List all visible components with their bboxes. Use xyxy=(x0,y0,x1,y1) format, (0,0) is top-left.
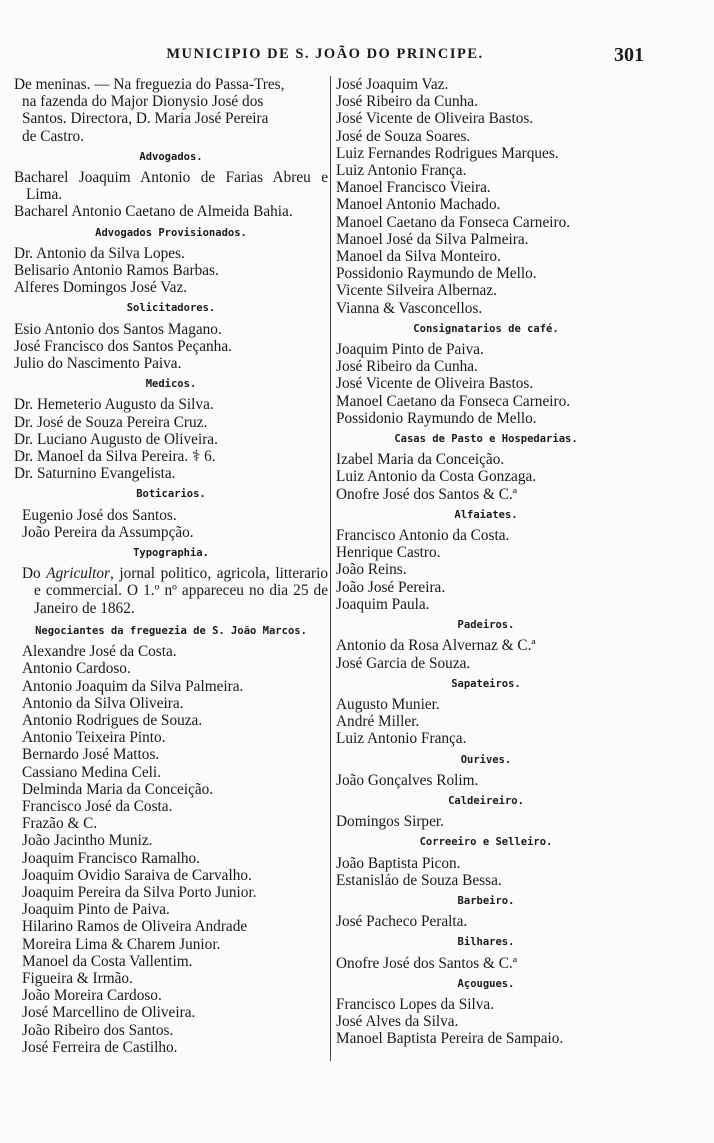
list-item: José Vicente de Oliveira Bastos. xyxy=(336,110,534,128)
list-item: Luiz Antonio França. xyxy=(336,730,467,748)
right-column xyxy=(336,76,636,1048)
list-item: Julio do Nascimento Paiva. xyxy=(14,355,182,373)
list-item: Esio Antonio dos Santos Magano. xyxy=(14,320,222,338)
list-item: Vianna & Vasconcellos. xyxy=(336,299,483,317)
list-item: Manoel da Costa Vallentim. xyxy=(22,952,193,970)
list-item: Manoel José da Silva Palmeira. xyxy=(336,230,529,248)
list-item: Henrique Castro. xyxy=(336,544,441,562)
intro-line: De meninas. — Na freguezia do Passa-Tres, xyxy=(14,76,285,93)
list-item: Antonio Cardoso. xyxy=(22,660,131,678)
list-item: Manoel Antonio Machado. xyxy=(336,196,501,214)
list-item: Dr. Manoel da Silva Pereira. ⚕ 6. xyxy=(14,448,216,466)
list-item: Luiz Antonio da Costa Gonzaga. xyxy=(336,468,537,486)
section-heading-padeiros: Padeiros. xyxy=(457,619,515,632)
list-item: Figueira & Irmão. xyxy=(22,969,133,987)
section-heading-sapateiros: Sapateiros. xyxy=(451,677,521,690)
section-heading-barbeiro: Barbeiro. xyxy=(457,894,515,907)
list-item: Francisco Antonio da Costa. xyxy=(336,527,510,545)
list-item: Francisco José da Costa. xyxy=(22,797,173,815)
column-divider xyxy=(330,76,331,1061)
section-heading-typographia: Typographia. xyxy=(133,547,209,560)
list-item: Joaquim Pinto de Paiva. xyxy=(22,901,170,919)
section-heading-ourives: Ourives. xyxy=(460,753,512,766)
list-item: José Ribeiro da Cunha. xyxy=(336,93,478,111)
list-item: Antonio Teixeira Pinto. xyxy=(22,729,166,747)
section-heading-alfaiates: Alfaiates. xyxy=(454,508,518,521)
list-item: Manoel Francisco Vieira. xyxy=(336,179,491,197)
list-item: Bacharel Joaquim Antonio de Farias Abreu e Lima. xyxy=(14,169,328,204)
list-item: João Reins. xyxy=(336,561,407,579)
list-item: Antonio Joaquim da Silva Palmeira. xyxy=(22,677,244,695)
list-item: Dr. Saturnino Evangelista. xyxy=(14,465,176,483)
list-item: Luiz Fernandes Rodrigues Marques. xyxy=(336,144,559,162)
list-item: José Garcia de Souza. xyxy=(336,654,471,672)
list-item: Alexandre José da Costa. xyxy=(22,643,177,661)
section-heading-boticarios: Boticarios. xyxy=(136,488,206,501)
list-item: Bernardo José Mattos. xyxy=(22,746,160,764)
list-item: Vicente Silveira Albernaz. xyxy=(336,282,497,300)
left-column xyxy=(14,76,328,1056)
list-item: Manoel Caetano da Fonseca Carneiro. xyxy=(336,392,571,410)
intro-line: de Castro. xyxy=(22,127,85,145)
list-item: Alferes Domingos José Vaz. xyxy=(14,279,188,297)
section-heading-acougues: Açougues. xyxy=(457,977,515,990)
list-item: Augusto Munier. xyxy=(336,695,440,713)
list-item: Manoel da Silva Monteiro. xyxy=(336,248,501,266)
list-item: Antonio da Silva Oliveira. xyxy=(22,694,184,712)
list-item: André Miller. xyxy=(336,713,420,731)
section-heading-provisionados: Advogados Provisionados. xyxy=(95,226,247,239)
intro-line: na fazenda do Major Dionysio José dos xyxy=(22,93,264,111)
list-item: João Baptista Picon. xyxy=(336,854,461,872)
list-item: Delminda Maria da Conceição. xyxy=(22,780,214,798)
list-item: Eugenio José dos Santos. xyxy=(22,506,177,524)
list-item: João Ribeiro dos Santos. xyxy=(22,1021,174,1039)
list-item: José Ferreira de Castilho. xyxy=(22,1038,178,1056)
list-item: José Vicente de Oliveira Bastos. xyxy=(336,375,534,393)
list-item: Dr. Luciano Augusto de Oliveira. xyxy=(14,430,218,448)
list-item: João Jacintho Muniz. xyxy=(22,832,153,850)
typographia-pre: Do xyxy=(22,565,47,583)
section-heading-caldeireiro: Caldeireiro. xyxy=(448,794,524,807)
section-heading-advogados: Advogados. xyxy=(139,150,203,163)
page-header: MUNICIPIO DE S. JOÃO DO PRINCIPE. xyxy=(166,46,484,62)
list-item: João José Pereira. xyxy=(336,578,446,596)
section-heading-consignatarios: Consignatarios de café. xyxy=(413,322,559,335)
page-number: 301 xyxy=(614,44,644,66)
section-heading-medicos: Medicos. xyxy=(145,378,197,391)
list-item: Onofre José dos Santos & C.ª xyxy=(336,954,517,972)
list-item: Joaquim Paula. xyxy=(336,595,430,613)
list-item: José Alves da Silva. xyxy=(336,1013,459,1031)
list-item: José Ribeiro da Cunha. xyxy=(336,358,478,376)
section-heading-solicitadores: Solicitadores. xyxy=(126,302,216,315)
intro-line: Santos. Directora, D. Maria José Pereira xyxy=(22,110,269,128)
list-item: Antonio Rodrigues de Souza. xyxy=(22,711,203,729)
list-item: Estanisláo de Souza Bessa. xyxy=(336,871,502,889)
list-item: Joaquim Francisco Ramalho. xyxy=(22,849,201,867)
list-item: Manoel Caetano da Fonseca Carneiro. xyxy=(336,213,571,231)
list-item: Dr. Hemeterio Augusto da Silva. xyxy=(14,396,214,414)
list-item: Manoel Baptista Pereira de Sampaio. xyxy=(336,1030,564,1048)
list-item: João Gonçalves Rolim. xyxy=(336,771,479,789)
list-item: Domingos Sirper. xyxy=(336,813,444,831)
list-item: Bacharel Antonio Caetano de Almeida Bahia. xyxy=(14,203,293,221)
list-item: Antonio da Rosa Alvernaz & C.ª xyxy=(336,637,536,655)
section-heading-bilhares: Bilhares. xyxy=(457,936,515,949)
list-item: José de Souza Soares. xyxy=(336,127,471,145)
list-item: Moreira Lima & Charem Junior. xyxy=(22,935,221,953)
section-heading-correeiro: Correeiro e Selleiro. xyxy=(419,836,553,849)
list-item: Joaquim Pinto de Paiva. xyxy=(336,341,484,359)
list-item: Onofre José dos Santos & C.ª xyxy=(336,485,517,503)
typographia-text: , jornal politico, agricola, litterario e commercial. O 1.º nº appareceu no dia 25 de Janeiro de 1862. xyxy=(34,565,328,617)
list-item: Hilarino Ramos de Oliveira Andrade xyxy=(22,918,248,936)
list-item: José Marcellino de Oliveira. xyxy=(22,1004,196,1022)
list-item: Joaquim Pereira da Silva Porto Junior. xyxy=(22,883,257,901)
list-item: Belisario Antonio Ramos Barbas. xyxy=(14,262,219,280)
list-item: José Joaquim Vaz. xyxy=(336,76,449,93)
list-item: Frazão & C. xyxy=(22,815,98,833)
intro-paragraph xyxy=(14,76,328,145)
section-heading-negociantes: Negociantes da freguezia de S. João Marcos. xyxy=(35,624,307,637)
negociantes-list xyxy=(14,643,328,1056)
list-item: Izabel Maria da Conceição. xyxy=(336,451,505,469)
list-item: Francisco Lopes da Silva. xyxy=(336,995,495,1013)
list-item: Joaquim Ovidio Saraiva de Carvalho. xyxy=(22,866,252,884)
list-item: Cassiano Medina Celi. xyxy=(22,763,161,781)
list-item: José Francisco dos Santos Peçanha. xyxy=(14,337,232,355)
list-item: Dr. Antonio da Silva Lopes. xyxy=(14,244,185,262)
list-item: Possidonio Raymundo de Mello. xyxy=(336,409,537,427)
list-item: João Pereira da Assumpção. xyxy=(22,523,194,541)
newspaper-title: Agricultor xyxy=(46,565,110,583)
list-item: Luiz Antonio França. xyxy=(336,162,467,180)
list-item: Possidonio Raymundo de Mello. xyxy=(336,265,537,283)
list-item: José Pacheco Peralta. xyxy=(336,913,468,931)
typographia-paragraph xyxy=(14,565,328,617)
list-item: Dr. José de Souza Pereira Cruz. xyxy=(14,413,208,431)
list-item: João Moreira Cardoso. xyxy=(22,987,162,1005)
section-heading-casas: Casas de Pasto e Hospedarias. xyxy=(394,433,578,446)
